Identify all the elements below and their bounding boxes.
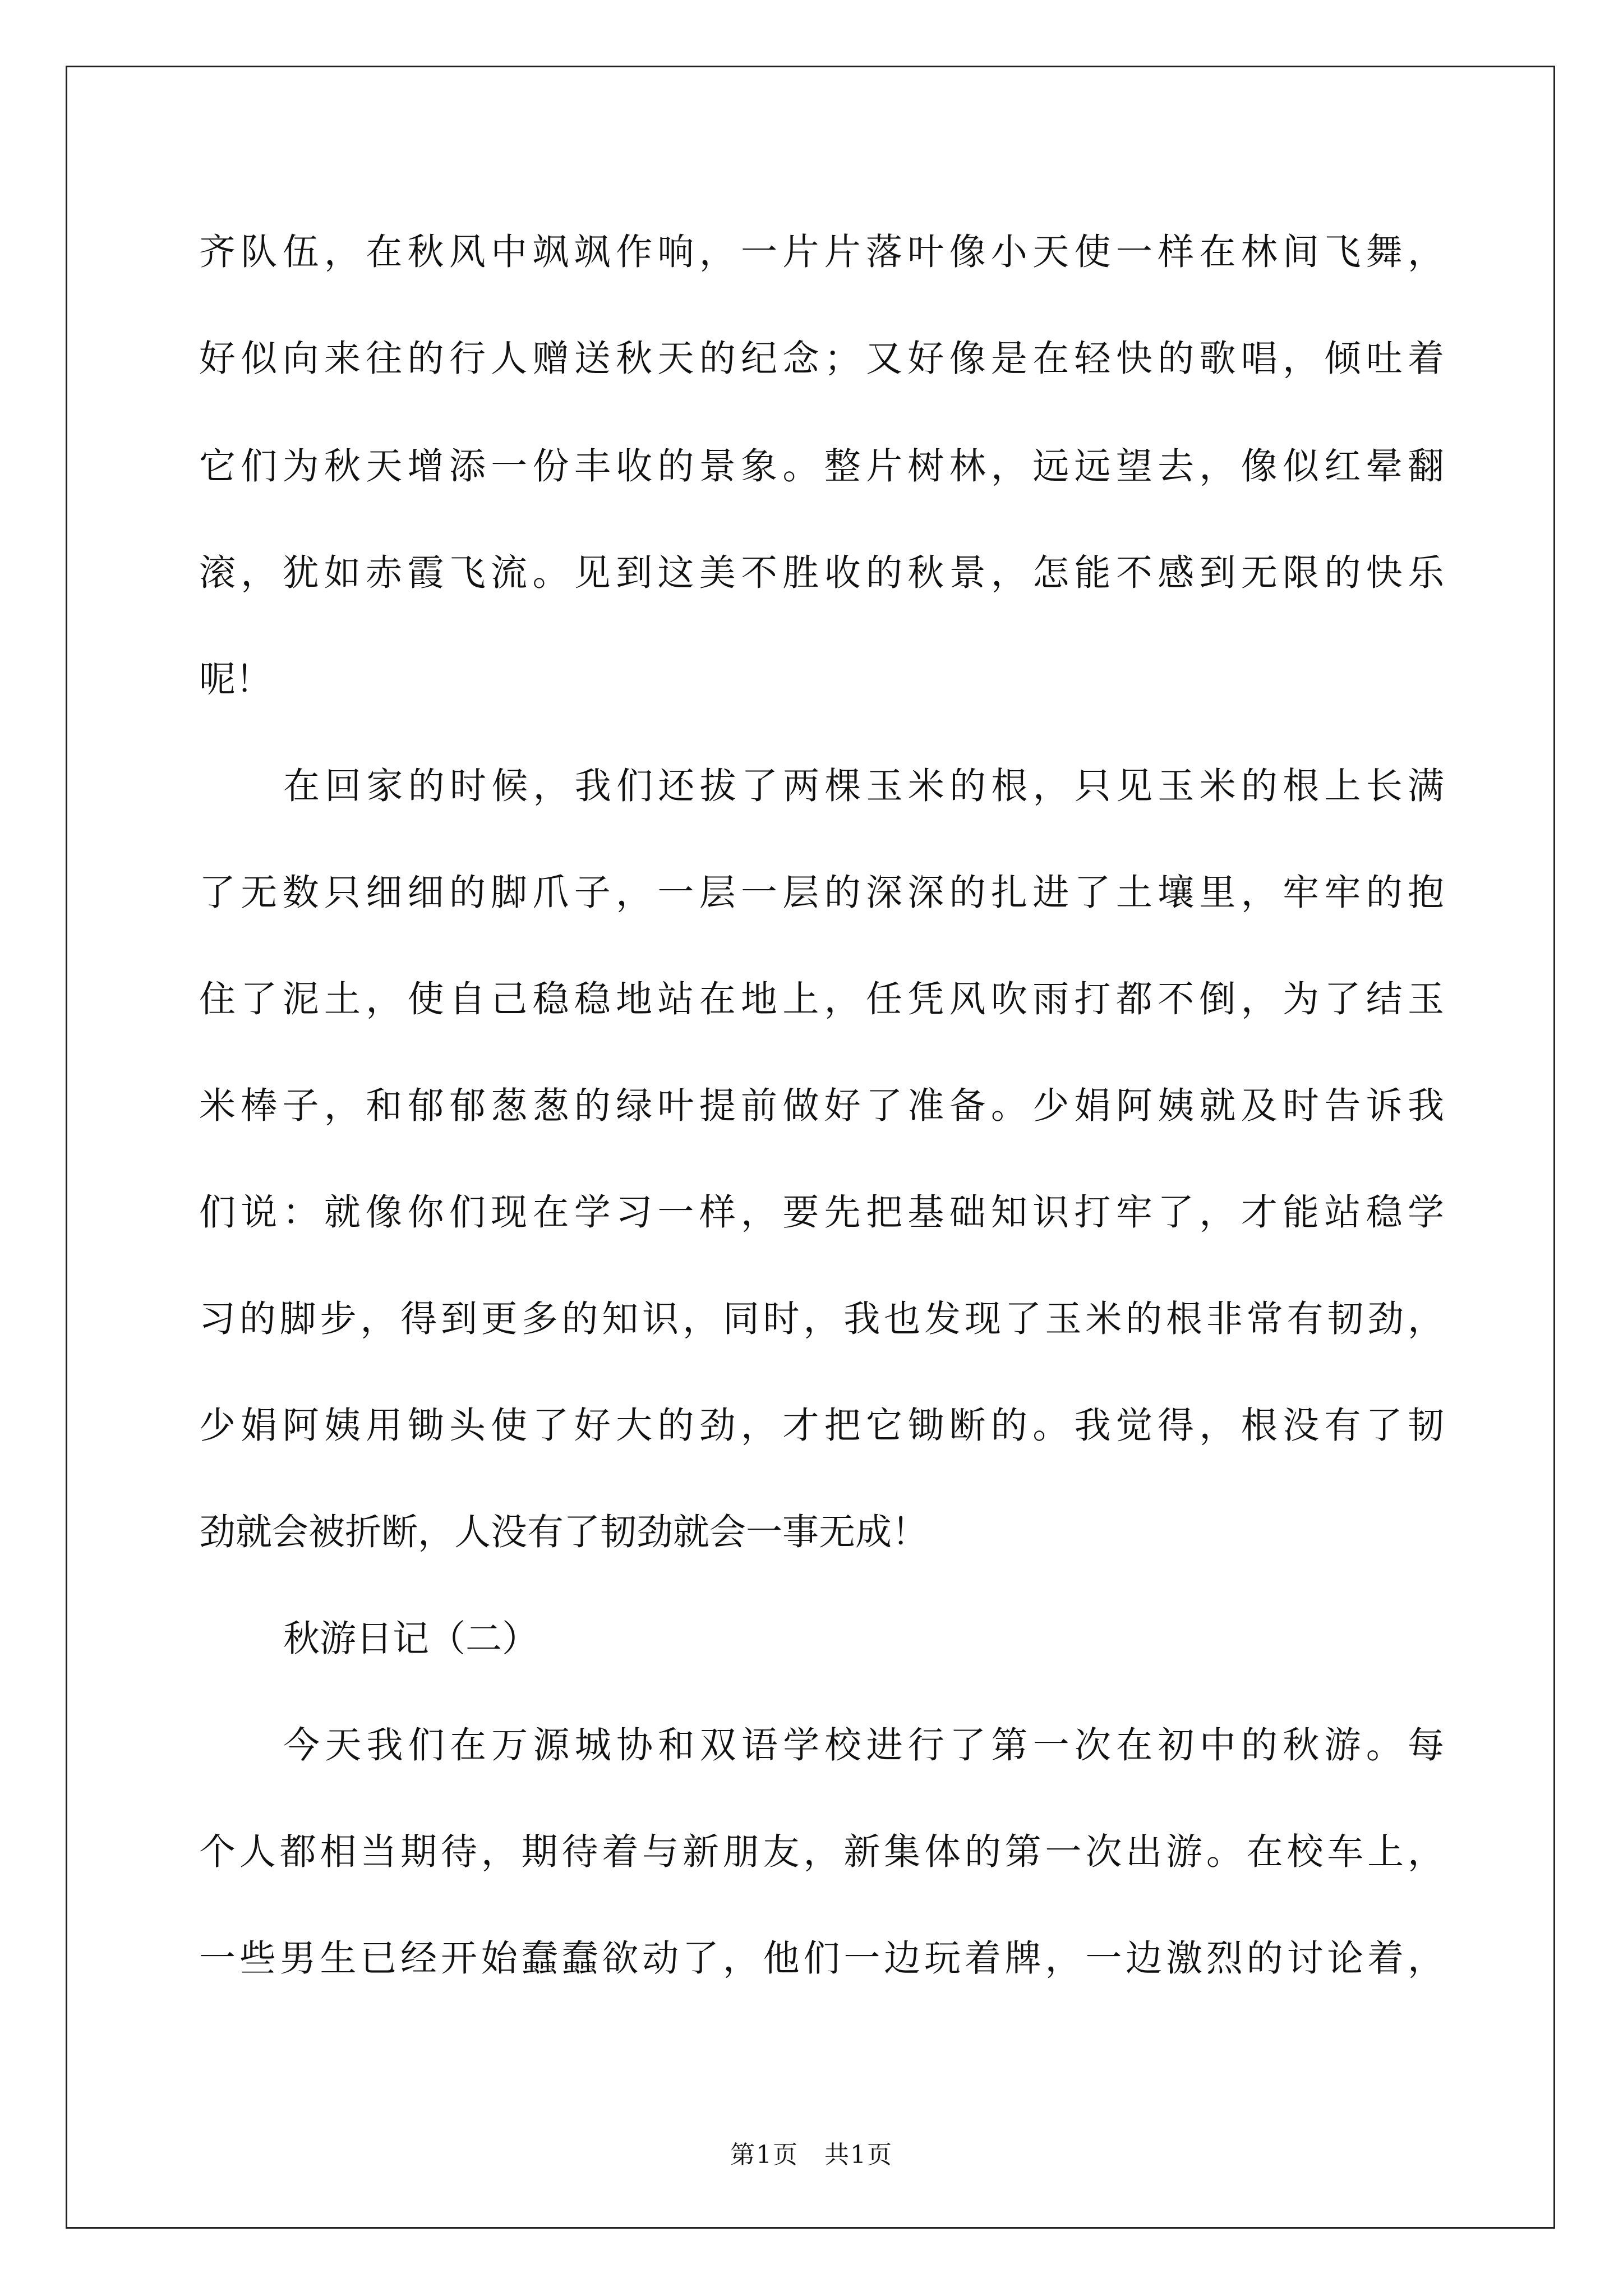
text-line: 一些男生已经开始蠢蠢欲动了，他们一边玩着牌，一边激烈的讨论着，	[199, 1938, 1444, 1980]
text-line: 了无数只细细的脚爪子，一层一层的深深的扎进了土壤里，牢牢的抱	[199, 872, 1444, 914]
page-footer: 第1页 共1页	[730, 2141, 893, 2169]
text-line: 住了泥土，使自己稳稳地站在地上，任凭风吹雨打都不倒，为了结玉	[199, 978, 1444, 1020]
text-line: 滚，犹如赤霞飞流。见到这美不胜收的秋景，怎能不感到无限的快乐	[199, 552, 1444, 594]
text-line: 个人都相当期待，期待着与新朋友，新集体的第一次出游。在校车上，	[199, 1831, 1444, 1873]
page-border	[66, 66, 1555, 2229]
text-line: 劲就会被折断，人没有了韧劲就会一事无成！	[199, 1511, 929, 1553]
text-line: 们说：就像你们现在学习一样，要先把基础知识打牢了，才能站稳学	[199, 1191, 1444, 1234]
text-line: 呢！	[199, 659, 273, 701]
text-line: 习的脚步，得到更多的知识，同时，我也发现了玉米的根非常有韧劲，	[199, 1298, 1444, 1340]
text-line: 它们为秋天增添一份丰收的景象。整片树林，远远望去，像似红晕翻	[199, 445, 1444, 487]
section-heading: 秋游日记（二）	[283, 1618, 539, 1660]
paragraph-first-line: 今天我们在万源城协和双语学校进行了第一次在初中的秋游。每	[283, 1724, 1444, 1766]
text-line: 少娟阿姨用锄头使了好大的劲，才把它锄断的。我觉得，根没有了韧	[199, 1405, 1444, 1447]
paragraph-first-line: 在回家的时候，我们还拔了两棵玉米的根，只见玉米的根上长满	[283, 765, 1444, 807]
text-line: 齐队伍，在秋风中飒飒作响，一片片落叶像小天使一样在林间飞舞，	[199, 231, 1444, 273]
text-line: 好似向来往的行人赠送秋天的纪念；又好像是在轻快的歌唱，倾吐着	[199, 338, 1444, 380]
text-line: 米棒子，和郁郁葱葱的绿叶提前做好了准备。少娟阿姨就及时告诉我	[199, 1085, 1444, 1127]
